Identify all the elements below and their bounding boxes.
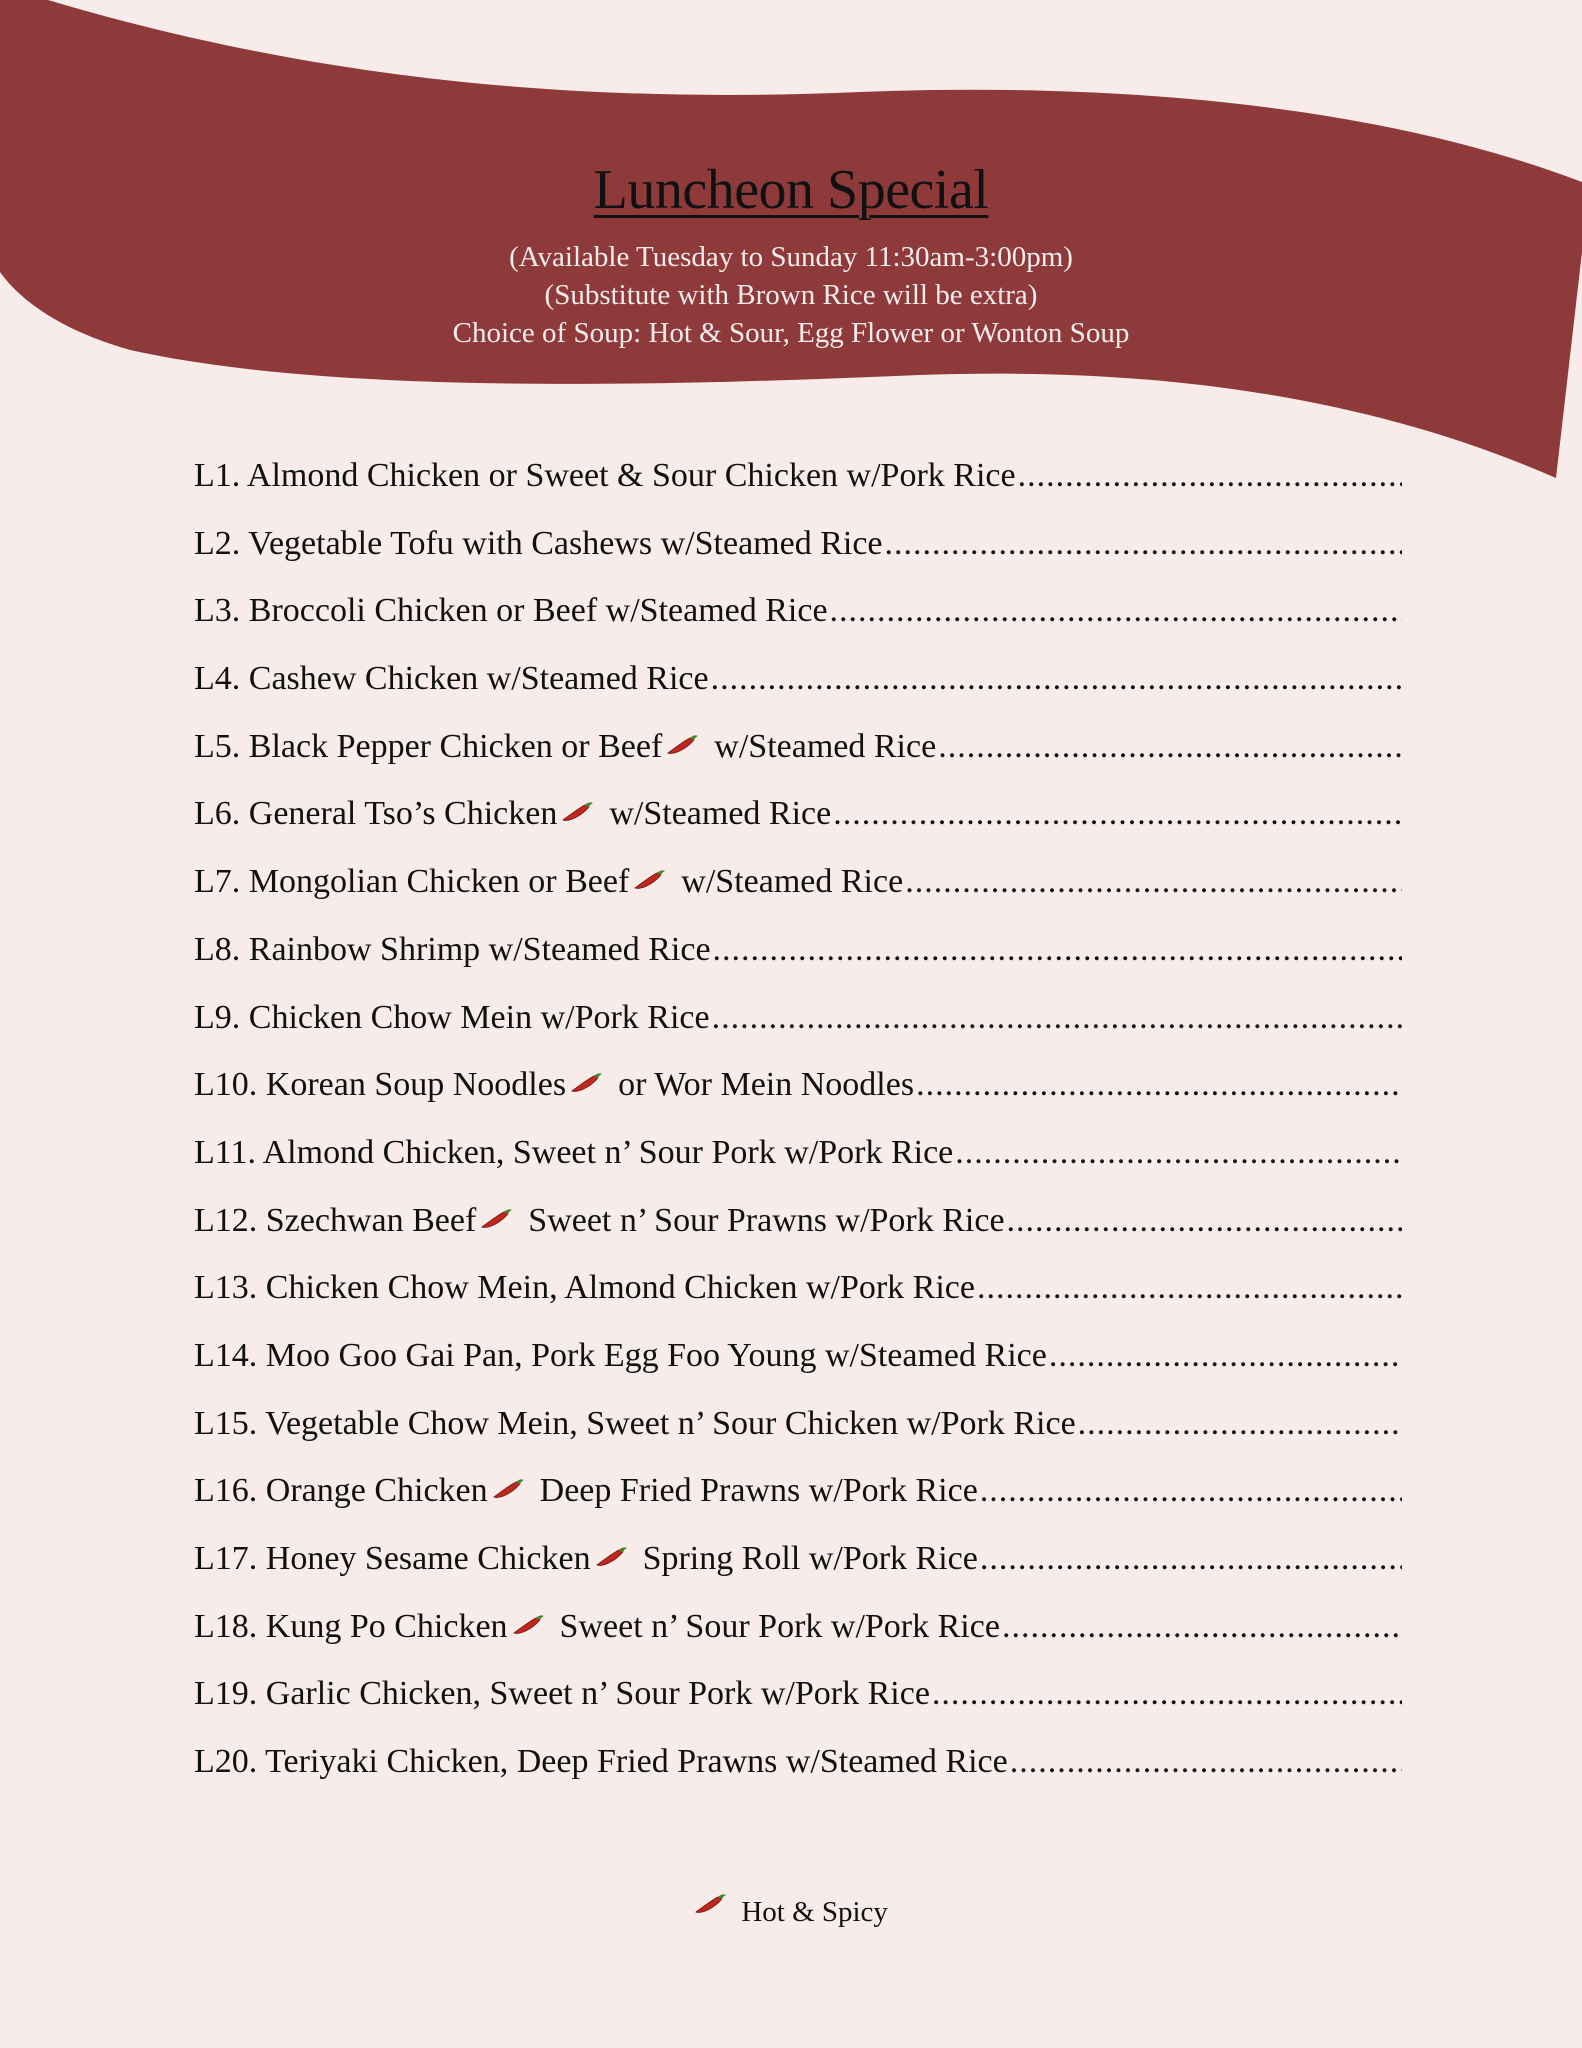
menu-item xyxy=(194,795,1402,863)
menu-item xyxy=(194,1472,1402,1540)
dot-leader xyxy=(980,1472,1402,1510)
dot-leader xyxy=(1049,1337,1402,1375)
dot-leader xyxy=(905,863,1402,901)
dot-leader xyxy=(1010,1743,1402,1781)
chili-pepper-icon xyxy=(561,800,595,824)
menu-item-name: L16. Orange Chicken xyxy=(194,1472,488,1510)
chili-pepper-icon xyxy=(570,1071,604,1095)
menu-item-name: L11. Almond Chicken, Sweet n’ Sour Pork w/Pork Rice xyxy=(194,1133,954,1171)
menu-item-label xyxy=(194,1540,978,1578)
menu-item xyxy=(194,1405,1402,1473)
menu-item-name: L5. Black Pepper Chicken or Beef xyxy=(194,727,663,765)
menu-item xyxy=(194,660,1402,728)
menu-item xyxy=(194,592,1402,660)
chili-pepper-icon xyxy=(480,1207,514,1231)
chili-pepper-icon xyxy=(633,868,667,892)
menu-item-name: L8. Rainbow Shrimp w/Steamed Rice xyxy=(194,930,711,968)
menu-header xyxy=(0,158,1582,352)
menu-item xyxy=(194,931,1402,999)
menu-item-label xyxy=(194,863,903,901)
menu-item-side: w/Steamed Rice xyxy=(681,863,904,901)
menu-item xyxy=(194,999,1402,1067)
dot-leader xyxy=(885,525,1403,563)
menu-item xyxy=(194,1675,1402,1743)
menu-item-name: L19. Garlic Chicken, Sweet n’ Sour Pork w/Pork Rice xyxy=(194,1675,930,1713)
dot-leader xyxy=(713,931,1402,969)
menu-item-label xyxy=(194,457,1016,495)
menu-item-name: L2. Vegetable Tofu with Cashews w/Steamed Rice xyxy=(194,524,883,562)
dot-leader xyxy=(932,1675,1402,1713)
menu-item-label xyxy=(194,1472,978,1510)
dot-leader xyxy=(938,728,1402,766)
menu-item-label xyxy=(194,1134,953,1172)
menu-item xyxy=(194,525,1402,593)
dot-leader xyxy=(955,1134,1402,1172)
menu-item-side: w/Steamed Rice xyxy=(714,727,937,765)
menu-item xyxy=(194,863,1402,931)
dot-leader xyxy=(1078,1405,1402,1443)
menu-item-name: L14. Moo Goo Gai Pan, Pork Egg Foo Young w/Steamed Rice xyxy=(194,1336,1047,1374)
menu-item-name: L3. Broccoli Chicken or Beef w/Steamed Rice xyxy=(194,592,828,630)
menu-item-label xyxy=(194,1269,975,1307)
menu-item-label xyxy=(194,592,828,630)
menu-item-name: L9. Chicken Chow Mein w/Pork Rice xyxy=(194,998,710,1036)
menu-item xyxy=(194,1608,1402,1676)
menu-item-side: Spring Roll w/Pork Rice xyxy=(642,1540,978,1577)
dot-leader xyxy=(833,795,1402,833)
menu-item-label xyxy=(194,1675,930,1713)
menu-item-side: w/Steamed Rice xyxy=(609,795,832,833)
menu-item-name: L17. Honey Sesame Chicken xyxy=(194,1540,591,1577)
page-title: Luncheon Special xyxy=(593,159,989,221)
brown-rice-note: (Substitute with Brown Rice will be extra) xyxy=(544,279,1038,311)
dot-leader xyxy=(977,1269,1402,1307)
dot-leader xyxy=(711,660,1402,698)
menu-item xyxy=(194,728,1402,796)
menu-item-name: L12. Szechwan Beef xyxy=(194,1201,477,1239)
legend-label: Hot & Spicy xyxy=(741,1896,888,1928)
dot-leader xyxy=(712,999,1402,1037)
menu-item-name: L6. General Tso’s Chicken xyxy=(194,795,558,833)
menu-item-label xyxy=(194,1405,1076,1443)
menu-item xyxy=(194,1202,1402,1270)
menu-item-name: L4. Cashew Chicken w/Steamed Rice xyxy=(194,660,709,698)
soup-choice-note: Choice of Soup: Hot & Sour, Egg Flower or Wonton Soup xyxy=(452,317,1130,349)
legend xyxy=(0,1892,1582,1929)
availability-note: (Available Tuesday to Sunday 11:30am-3:00pm) xyxy=(509,241,1073,273)
menu-item-side: Sweet n’ Sour Prawns w/Pork Rice xyxy=(528,1201,1005,1239)
menu-list xyxy=(194,457,1402,1811)
menu-item-label xyxy=(194,795,831,833)
dot-leader xyxy=(1007,1202,1402,1240)
menu-item xyxy=(194,1269,1402,1337)
menu-item-label xyxy=(194,1743,1008,1781)
chili-pepper-icon xyxy=(492,1477,526,1501)
chili-pepper-icon xyxy=(666,733,700,757)
menu-item-label xyxy=(194,1608,1000,1646)
menu-item-label xyxy=(194,931,711,969)
chili-pepper-icon xyxy=(595,1545,629,1569)
dot-leader xyxy=(916,1066,1402,1104)
menu-item xyxy=(194,1066,1402,1134)
menu-item-name: L15. Vegetable Chow Mein, Sweet n’ Sour Chicken w/Pork Rice xyxy=(194,1404,1076,1442)
dot-leader xyxy=(980,1540,1402,1578)
menu-item-side: Sweet n’ Sour Pork w/Pork Rice xyxy=(559,1607,1000,1645)
menu-item xyxy=(194,1134,1402,1202)
menu-item-label xyxy=(194,1066,914,1104)
menu-item-side: Deep Fried Prawns w/Pork Rice xyxy=(539,1472,978,1510)
menu-item-name: L13. Chicken Chow Mein, Almond Chicken w/Pork Rice xyxy=(194,1269,975,1307)
menu-item xyxy=(194,457,1402,525)
menu-item xyxy=(194,1540,1402,1608)
dot-leader xyxy=(830,592,1402,630)
menu-item-label xyxy=(194,1337,1047,1375)
menu-item xyxy=(194,1337,1402,1405)
menu-item-name: L7. Mongolian Chicken or Beef xyxy=(194,863,630,901)
menu-item-name: L10. Korean Soup Noodles xyxy=(194,1066,567,1104)
menu-item-label xyxy=(194,660,709,698)
menu-item-name: L20. Teriyaki Chicken, Deep Fried Prawns w/Steamed Rice xyxy=(194,1743,1008,1781)
menu-item xyxy=(194,1743,1402,1811)
menu-item-label xyxy=(194,999,710,1037)
menu-item-label xyxy=(194,1202,1005,1240)
menu-item-label xyxy=(194,728,936,766)
menu-item-name: L1. Almond Chicken or Sweet & Sour Chicken w/Pork Rice xyxy=(194,457,1016,494)
chili-pepper-icon xyxy=(512,1613,546,1637)
chili-pepper-icon xyxy=(694,1892,728,1916)
dot-leader xyxy=(1018,457,1402,495)
dot-leader xyxy=(1002,1608,1402,1646)
menu-item-name: L18. Kung Po Chicken xyxy=(194,1607,508,1645)
menu-item-label xyxy=(194,525,883,563)
menu-item-side: or Wor Mein Noodles xyxy=(618,1066,915,1104)
